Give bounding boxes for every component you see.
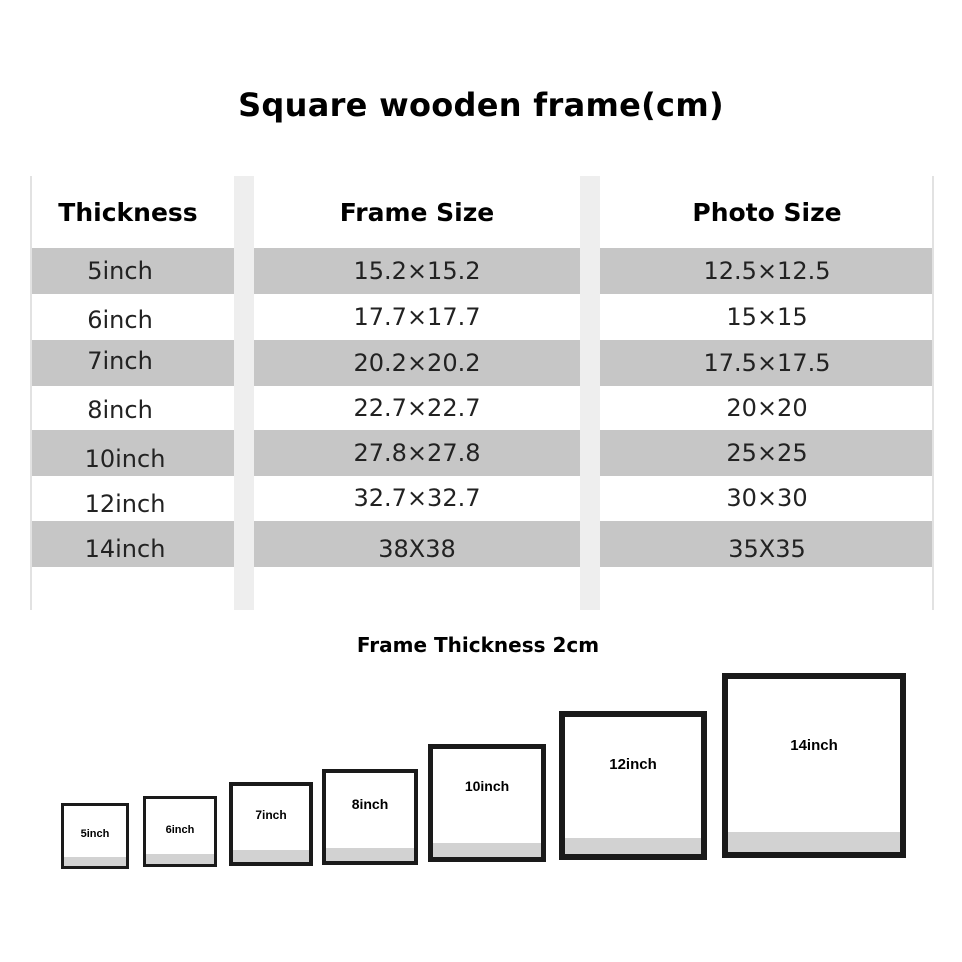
frame-label: 6inch — [165, 824, 195, 836]
page-title: Square wooden frame(cm) — [238, 86, 724, 124]
frame-label: 5inch — [80, 828, 110, 840]
cell-frame-size: 38X38 — [378, 535, 456, 563]
frame-14inch — [722, 673, 906, 858]
cell-frame-size: 17.7×17.7 — [353, 303, 481, 331]
cell-photo-size: 12.5×12.5 — [703, 257, 831, 285]
frame-label: 8inch — [351, 796, 389, 812]
frame-7inch — [229, 782, 313, 866]
cell-thickness: 7inch — [87, 347, 153, 375]
header-frame-size: Frame Size — [339, 197, 495, 227]
frame-thickness-caption: Frame Thickness 2cm — [356, 633, 600, 657]
frame-12inch — [559, 711, 707, 860]
cell-thickness: 5inch — [87, 257, 153, 285]
cell-photo-size: 20×20 — [726, 394, 808, 422]
cell-thickness: 12inch — [84, 490, 166, 518]
frame-label: 10inch — [464, 778, 510, 794]
frame-10inch — [428, 744, 546, 862]
cell-photo-size: 15×15 — [726, 303, 808, 331]
size-table — [30, 176, 934, 610]
column-separator — [234, 176, 254, 610]
cell-photo-size: 25×25 — [726, 439, 808, 467]
frame-label: 7inch — [255, 808, 287, 822]
cell-photo-size: 30×30 — [726, 484, 808, 512]
cell-thickness: 8inch — [87, 396, 153, 424]
cell-frame-size: 32.7×32.7 — [353, 484, 481, 512]
frame-5inch — [61, 803, 129, 869]
cell-photo-size: 35X35 — [728, 535, 806, 563]
cell-thickness: 6inch — [87, 306, 153, 334]
frame-label: 14inch — [790, 737, 838, 754]
frame-8inch — [322, 769, 418, 865]
cell-frame-size: 15.2×15.2 — [353, 257, 481, 285]
frame-6inch — [143, 796, 217, 867]
cell-thickness: 10inch — [84, 445, 166, 473]
cell-thickness: 14inch — [84, 535, 166, 563]
cell-frame-size: 27.8×27.8 — [353, 439, 481, 467]
cell-photo-size: 17.5×17.5 — [703, 349, 831, 377]
header-photo-size: Photo Size — [692, 197, 842, 227]
cell-frame-size: 22.7×22.7 — [353, 394, 481, 422]
header-thickness: Thickness — [58, 197, 198, 227]
cell-frame-size: 20.2×20.2 — [353, 349, 481, 377]
frame-label: 12inch — [609, 756, 657, 773]
column-separator — [580, 176, 600, 610]
